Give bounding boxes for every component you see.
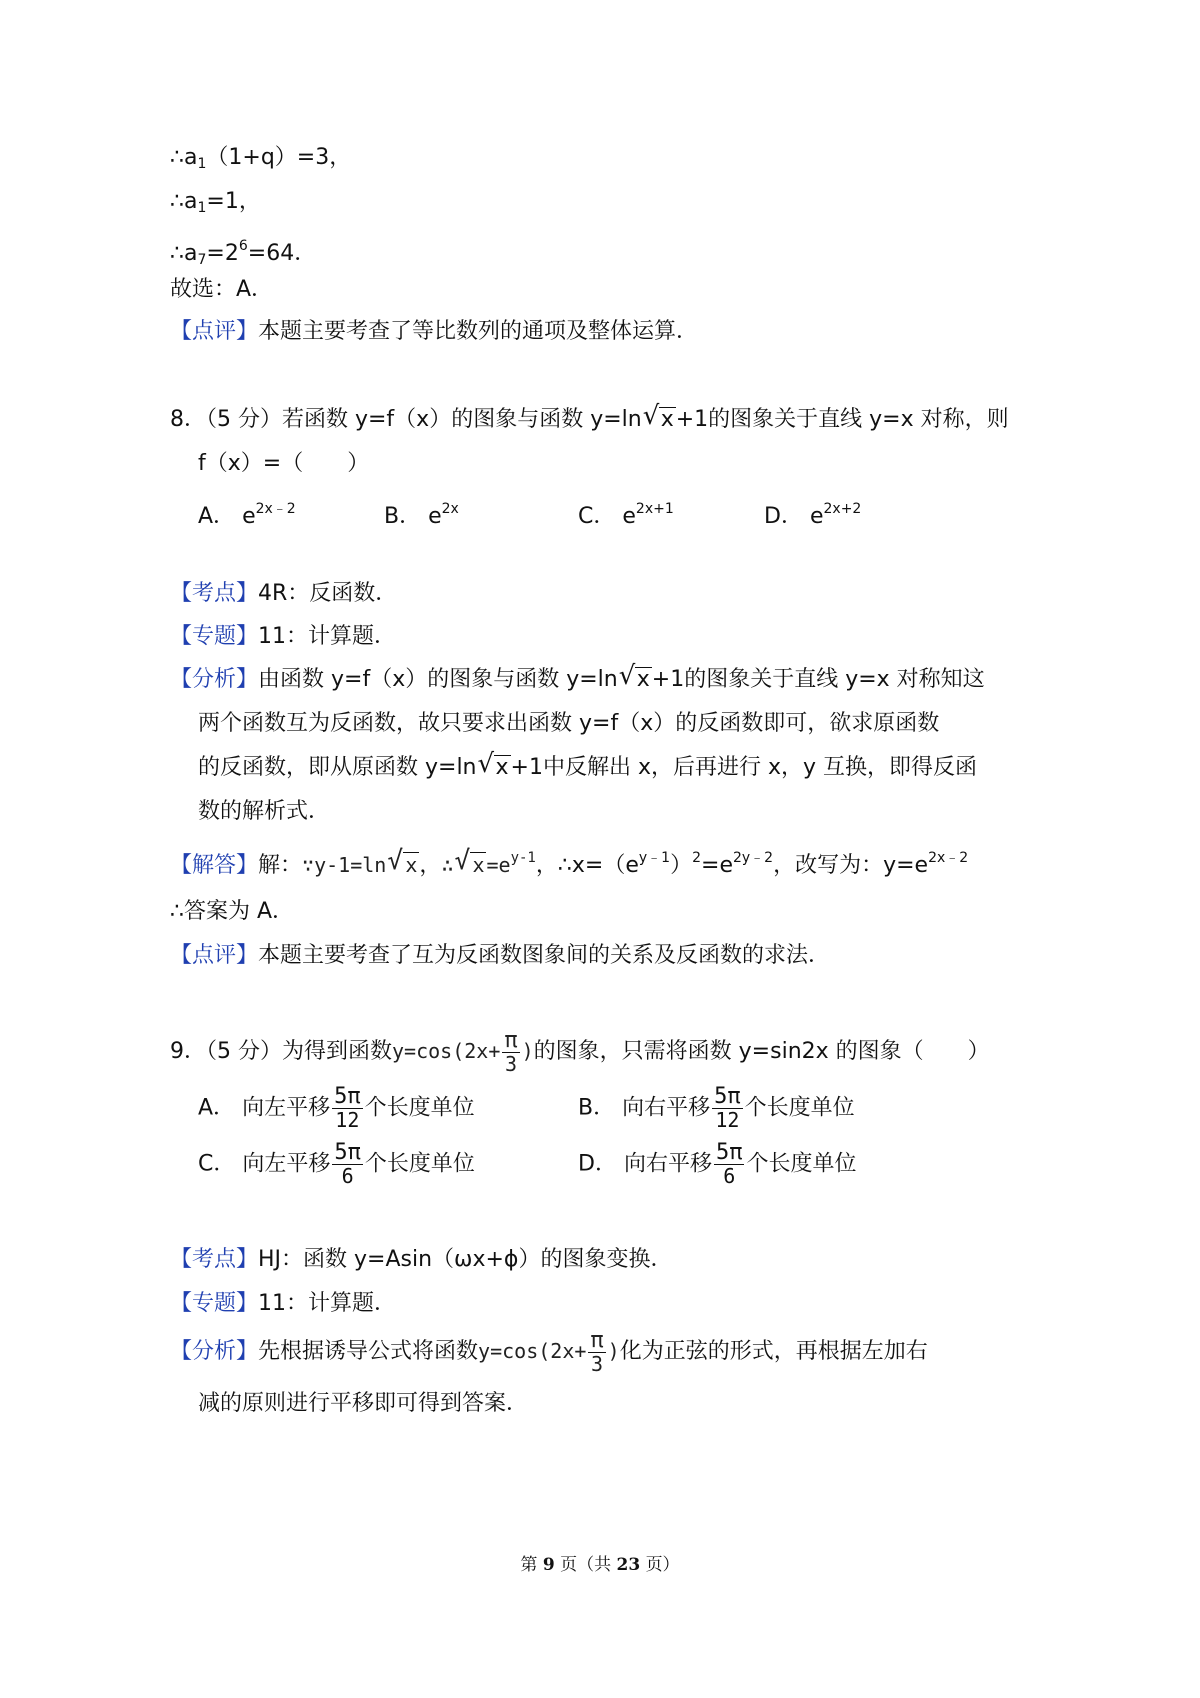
q8-option-b[interactable]: B． $e^{2x}$ xyxy=(384,501,459,529)
q8-option-d[interactable]: D． $e^{2x+2}$ xyxy=(764,501,862,529)
line-a1-sum: $\therefore a_1(1+q)=3$， xyxy=(170,145,352,172)
page-total: 23 xyxy=(616,1555,641,1575)
q8-fenxi-line2: 两个函数互为反函数，故只要求出函数 y=f（x）的反函数即可，欲求原函数 xyxy=(198,711,940,736)
equation-image-cos: y=cos(2x+ $\frac{\pi}{3}$ ) xyxy=(478,1328,620,1376)
q8-kaodian: 【考点】4R：反函数． xyxy=(170,581,398,606)
question-9: 9．（5 分）为得到函数y=cos(2x+ $\frac{\pi}{3}$ )的图象，只需将函数 y=sin2x 的图象（ ） xyxy=(170,1028,990,1076)
page-number: 9 xyxy=(542,1555,555,1575)
question-8: 8．（5 分）若函数 y=f（x）的图象与函数 y=ln√ x+1的图象关于直线 y=x 对称，则 xyxy=(170,404,1009,438)
equation-image-cos: y=cos(2x+ $\frac{\pi}{3}$ ) xyxy=(392,1028,534,1076)
sqrt-x: √ x xyxy=(619,664,652,696)
equation-image-1: ∵y-1=ln√ x xyxy=(302,853,419,877)
equation-image-2: ∴√ $x =e^{y-1}$ xyxy=(441,853,535,877)
line-choose: 故选：A． xyxy=(170,277,274,302)
sqrt-x: √ x xyxy=(478,752,511,784)
line-a7-value: $\therefore a_7=2^6=64$． xyxy=(170,238,317,268)
page-footer: 第 9 页（共 23 页） xyxy=(520,1555,680,1575)
kaodian-tag: 【考点】 xyxy=(170,1247,259,1272)
q9-fenxi-line2: 减的原则进行平移即可得到答案． xyxy=(198,1391,529,1416)
zhuanti-tag: 【专题】 xyxy=(170,624,259,649)
zhuanti-tag: 【专题】 xyxy=(170,1291,259,1316)
comment-q7: 【点评】本题主要考查了等比数列的通项及整体运算． xyxy=(170,319,699,344)
q9-kaodian: 【考点】HJ：函数 y=Asin（ωx+ϕ）的图象变换． xyxy=(170,1247,673,1272)
q9-option-a[interactable]: A． 向左平移 $\frac{5\pi}{12}$ 个长度单位 xyxy=(198,1084,475,1132)
comment-tag: 【点评】 xyxy=(170,319,259,344)
q8-option-c[interactable]: C． $e^{2x+1}$ xyxy=(578,501,674,529)
q8-comment: 【点评】本题主要考查了互为反函数图象间的关系及反函数的求法． xyxy=(170,943,831,968)
q9-option-c[interactable]: C． 向左平移 $\frac{5\pi}{6}$ 个长度单位 xyxy=(198,1140,475,1188)
q9-option-d[interactable]: D． 向右平移 $\frac{5\pi}{6}$ 个长度单位 xyxy=(578,1140,857,1188)
sqrt-x: √ x xyxy=(643,404,676,436)
q9-fenxi: 【分析】先根据诱导公式将函数y=cos(2x+ $\frac{\pi}{3}$ )化为正弦的形式，再根据左加右 xyxy=(170,1328,928,1376)
fenxi-tag: 【分析】 xyxy=(170,1339,259,1364)
q8-option-a[interactable]: A． $e^{2x﹣2}$ xyxy=(198,501,296,529)
q8-fenxi: 【分析】由函数 y=f（x）的图象与函数 y=ln√ x+1的图象关于直线 y=x 对称知这 xyxy=(170,664,985,698)
q8-fenxi-line4: 数的解析式． xyxy=(198,799,331,824)
q8-fenxi-line3: 的反函数，即从原函数 y=ln√ x+1中反解出 x，后再进行 x，y 互换，即得反函 xyxy=(198,752,977,786)
q8-jieda: 【解答】解：∵y-1=ln√ x，∴√ $x =e^{y-1}$，$\therefore x=(e^{y﹣1})^2=e^{2y﹣2}$，改写为：$y=e^{2x﹣2}$ xyxy=(170,842,968,876)
q8-answer: ∴答案为 A． xyxy=(170,899,295,924)
line-a1-value: $\therefore a_1=1$， xyxy=(170,189,261,216)
jieda-tag: 【解答】 xyxy=(170,853,259,878)
q8-zhuanti: 【专题】11：计算题． xyxy=(170,624,397,649)
comment-tag: 【点评】 xyxy=(170,943,259,968)
q9-zhuanti: 【专题】11：计算题． xyxy=(170,1291,397,1316)
fenxi-tag: 【分析】 xyxy=(170,667,259,692)
question-8-line2: f（x）=（ ） xyxy=(198,451,370,476)
q9-option-b[interactable]: B． 向右平移 $\frac{5\pi}{12}$ 个长度单位 xyxy=(578,1084,855,1132)
kaodian-tag: 【考点】 xyxy=(170,581,259,606)
